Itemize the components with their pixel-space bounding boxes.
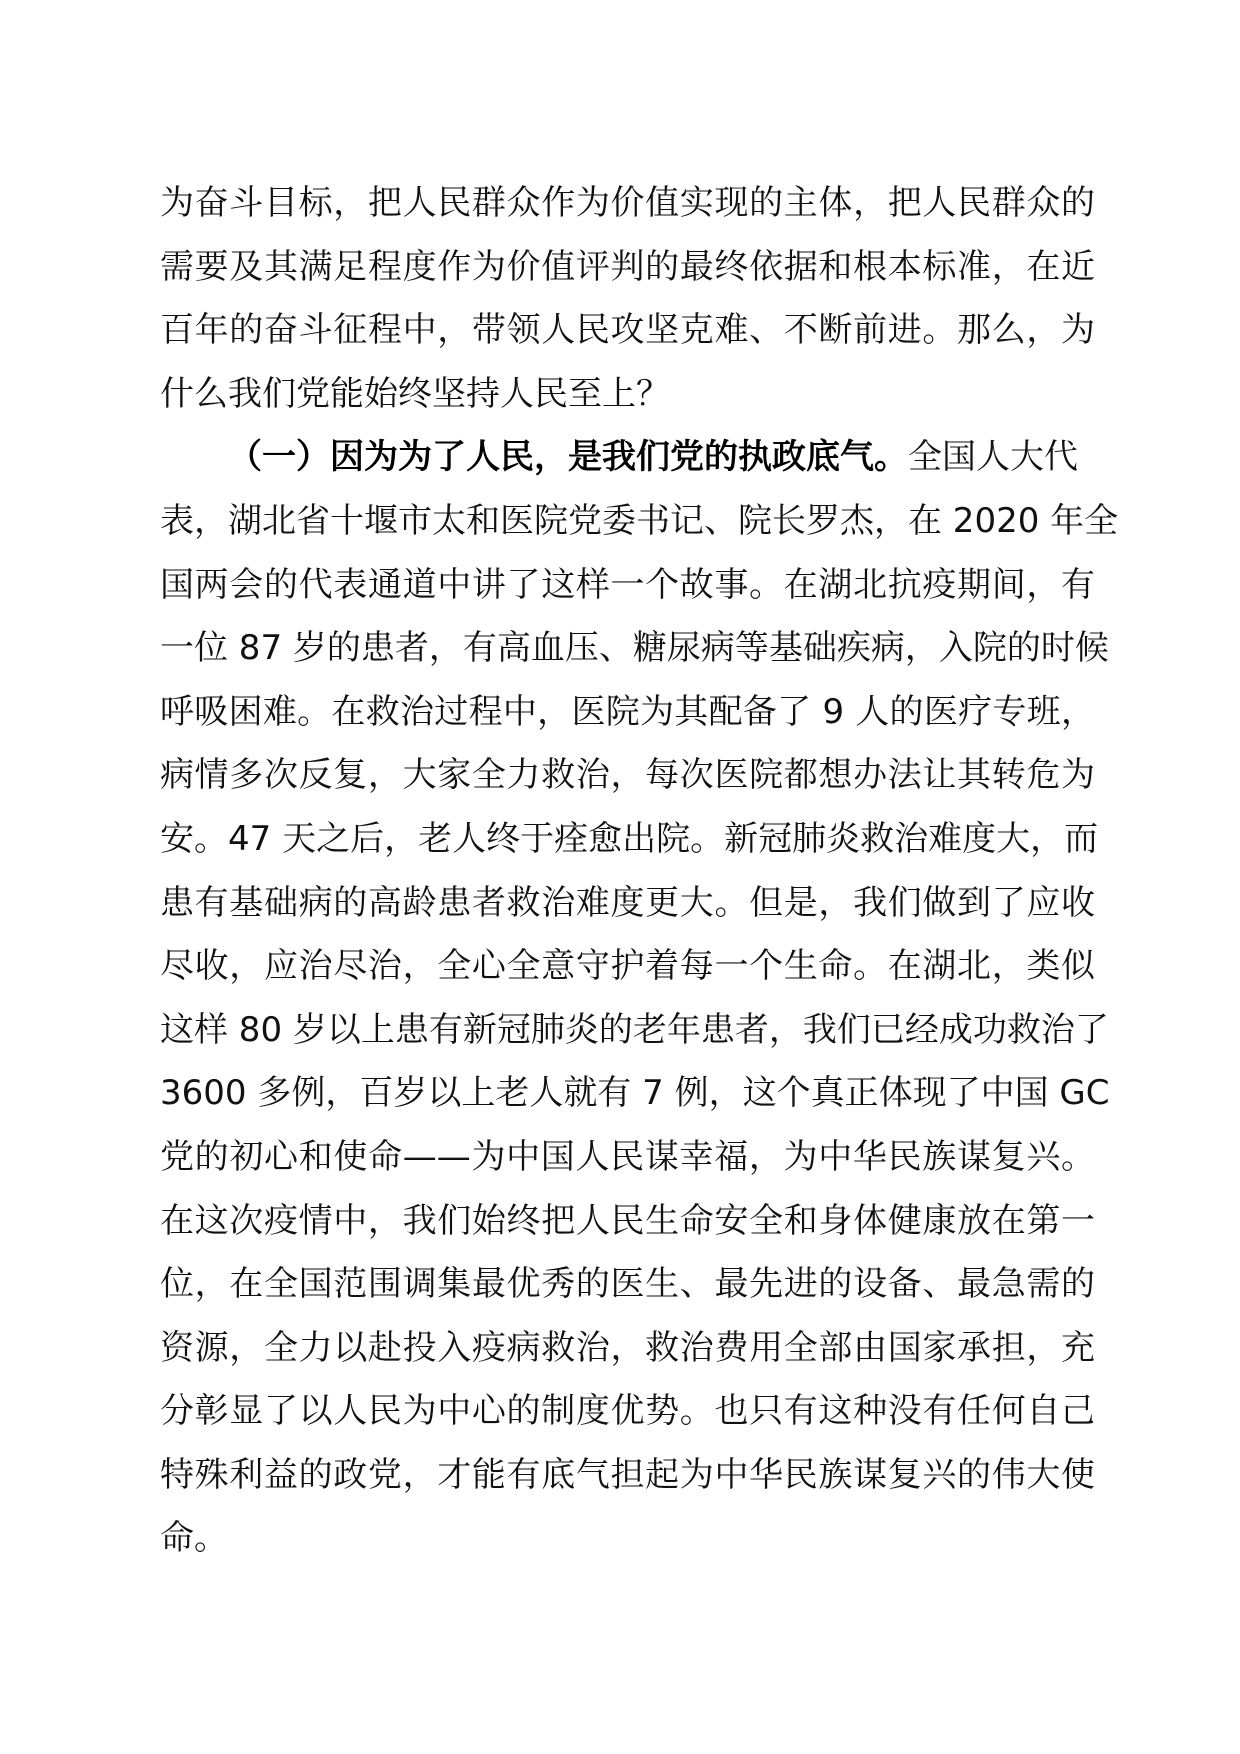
text-line: 特殊利益的政党，才能有底气担起为中华民族谋复兴的伟大使	[160, 1454, 1095, 1495]
text-line: 患有基础病的高龄患者救治难度更大。但是，我们做到了应收	[160, 882, 1095, 923]
text-line: 位，在全国范围调集最优秀的医生、最先进的设备、最急需的	[160, 1264, 1095, 1305]
text-line: 病情多次反复，大家全力救治，每次医院都想办法让其转危为	[160, 755, 1095, 796]
text-line: 尽收，应治尽治，全心全意守护着每一个生命。在湖北，类似	[160, 946, 1095, 987]
text-line: 国两会的代表通道中讲了这样一个故事。在湖北抗疫期间，有	[160, 564, 1095, 605]
text-line: 安。47 天之后，老人终于痊愈出院。新冠肺炎救治难度大，而	[160, 818, 1099, 859]
text-line: 资源，全力以赴投入疫病救治，救治费用全部由国家承担，充	[160, 1327, 1095, 1368]
section-heading: （一）因为为了人民，是我们党的执政底气。	[228, 437, 908, 478]
text-line: 党的初心和使命——为中国人民谋幸福，为中华民族谋复兴。	[160, 1136, 1095, 1177]
text-line: 3600 多例，百岁以上老人就有 7 例，这个真正体现了中国 GC	[160, 1073, 1110, 1114]
text-line: 在这次疫情中，我们始终把人民生命安全和身体健康放在第一	[160, 1200, 1095, 1241]
text-line: 这样 80 岁以上患有新冠肺炎的老年患者，我们已经成功救治了	[160, 1009, 1109, 1050]
text-line: 呼吸困难。在救治过程中，医院为其配备了 9 人的医疗专班，	[160, 691, 1095, 732]
text-line: 分彰显了以人民为中心的制度优势。也只有这种没有任何自己	[160, 1391, 1095, 1432]
heading-continuation: 全国人大代	[908, 437, 1078, 478]
section-heading-line	[160, 426, 1095, 490]
text-line: 百年的奋斗征程中，带领人民攻坚克难、不断前进。那么，为	[160, 310, 1095, 351]
text-line: 表，湖北省十堰市太和医院党委书记、院长罗杰，在 2020 年全	[160, 500, 1119, 541]
text-line: 一位 87 岁的患者，有高血压、糖尿病等基础疾病，入院的时候	[160, 628, 1109, 669]
text-line: 命。	[160, 1518, 228, 1559]
text-line: 需要及其满足程度作为价值评判的最终依据和根本标准，在近	[160, 246, 1095, 287]
text-line: 为奋斗目标，把人民群众作为价值实现的主体，把人民群众的	[160, 183, 1095, 223]
body-text	[160, 172, 1119, 1571]
text-line: 什么我们党能始终坚持人民至上？	[160, 373, 670, 414]
